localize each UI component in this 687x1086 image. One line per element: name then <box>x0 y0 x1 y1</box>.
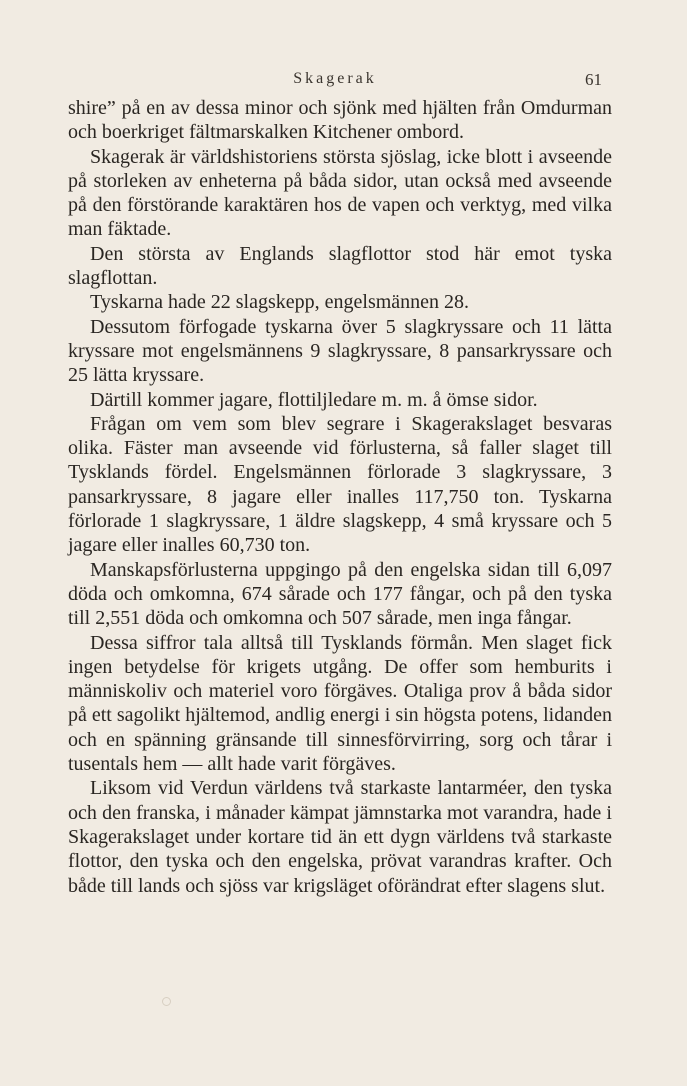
page-header <box>68 70 602 94</box>
paragraph: Manskapsförlusterna uppgingo på den engelska sidan till 6,097 döda och omkomna, 674 sårade och 177 fångar, och på den tyska till 2,551 döda och omkomna och 507 sårade, men inga fångar. <box>68 558 612 630</box>
paragraph: Den största av Englands slagflottor stod här emot tyska slagflottan. <box>68 242 612 290</box>
paragraph: Dessa siffror tala alltså till Tysklands förmån. Men slaget fick ingen betydelse för krigets utgång. De offer som hemburits i människoliv och materiel voro förgäves. Otaliga prov å båda sidor på ett sagolikt hjältemod, andlig energi i sin högsta potens, lidanden och en spänning gränsande till sinnesförvirring, sorg och tårar i tusentals hem — allt hade varit förgäves. <box>68 631 612 776</box>
body-text <box>68 96 612 898</box>
paper-speck <box>162 997 171 1006</box>
running-title: Skagerak <box>293 70 377 87</box>
paragraph: Därtill kommer jagare, flottiljledare m. m. å ömse sidor. <box>90 388 538 411</box>
paragraph: Liksom vid Verdun världens två starkaste lantarméer, den tyska och den franska, i månader kämpat jämnstarka mot varandra, hade i Skagerakslaget under kortare tid än ett dygn världens två starkaste flottor, den tyska och den engelska, prövat varandras krafter. Och både till lands och sjöss var krigsläget oförändrat efter slagens slut. <box>68 777 612 897</box>
paragraph: Tyskarna hade 22 slagskepp, engelsmännen 28. <box>90 291 470 314</box>
paragraph: Skagerak är världshistoriens största sjöslag, icke blott i avseende på storleken av enheterna på båda sidor, utan också med avseende på den förstörande karaktären hos de vapen och verktyg, med vilka man fäktade. <box>68 145 612 241</box>
page-number: 61 <box>585 70 602 89</box>
paragraph: shire” på en av dessa minor och sjönk med hjälten från Omdurman och boerkriget fältmarskalken Kitchener ombord. <box>68 97 612 144</box>
paragraph: Dessutom förfogade tyskarna över 5 slagkryssare och 11 lätta kryssare mot engelsmännens 9 slagkryssare, 8 pansarkryssare och 25 lätta kryssare. <box>68 315 612 387</box>
paragraph: Frågan om vem som blev segrare i Skagerakslaget besvaras olika. Fäster man avseende vid förlusterna, så faller slaget till Tysklands fördel. Engelsmännen förlorade 3 slagkryssare, 3 pansarkryssare, 8 jagare eller inalles 117,750 ton. Tyskarna förlorade 1 slagkryssare, 1 äldre slagskepp, 4 små kryssare och 5 jagare eller inalles 60,730 ton. <box>68 412 612 557</box>
